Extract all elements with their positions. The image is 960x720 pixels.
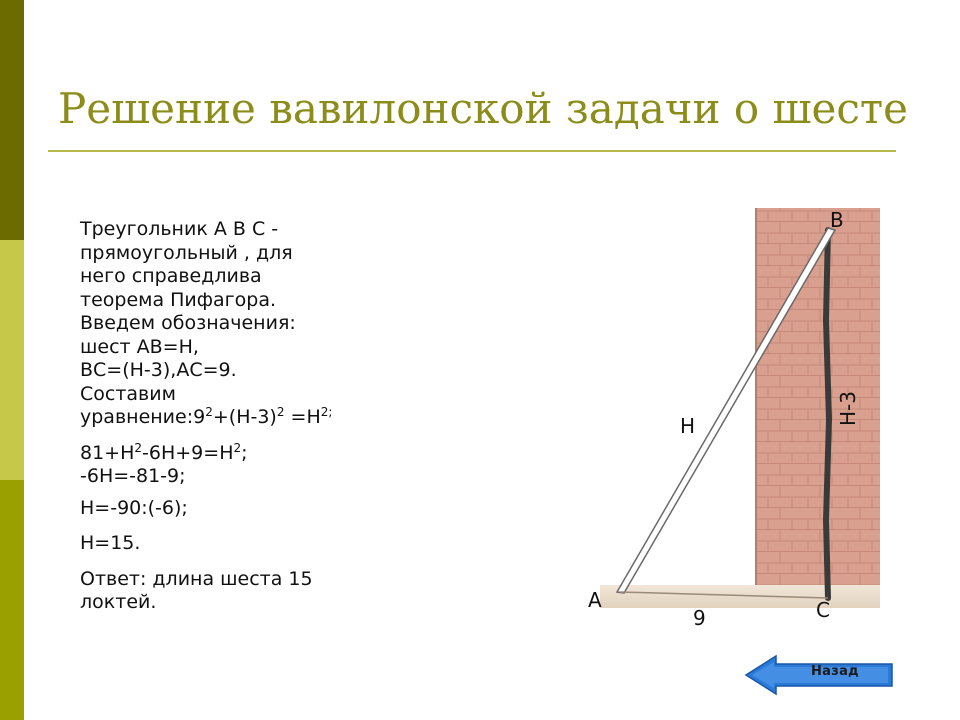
paragraph-result: Н=15.: [80, 532, 141, 554]
paragraph-intro: [80, 218, 440, 430]
text-line: Ответ: длина шеста 15: [80, 567, 313, 590]
equation-line: -6Н=-81-9;: [80, 465, 186, 487]
triangle-figure: [560, 200, 900, 640]
back-button[interactable]: [742, 652, 924, 698]
text-line: ВС=(Н-3),АС=9.: [80, 359, 237, 381]
sidebar-stripe-bottom: [0, 480, 24, 720]
equation-part: уравнение:9: [80, 406, 206, 428]
label-h: Н: [680, 414, 696, 438]
equation-part: ;: [241, 441, 248, 464]
sidebar-stripe-middle: [0, 240, 24, 480]
label-b: В: [830, 208, 844, 232]
sidebar-stripe-top: [0, 0, 24, 240]
text-line: шест АВ=Н,: [80, 335, 199, 358]
exponent: 2;: [320, 405, 333, 419]
label-h-minus-3: Н-3: [836, 391, 860, 426]
solution-text: [80, 218, 440, 627]
equation-part: =Н: [284, 406, 321, 428]
exponent: 2: [205, 405, 213, 419]
wall: [755, 208, 880, 606]
text-line: Введем обозначения:: [80, 312, 296, 334]
text-line: него справедлива: [80, 265, 262, 287]
paragraph-expand: [80, 442, 440, 489]
label-c: С: [816, 598, 830, 622]
text-line: Треугольник А В С -: [80, 218, 279, 240]
text-line: прямоугольный , для: [80, 241, 293, 264]
back-button-label: Назад: [811, 664, 859, 679]
text-line: теорема Пифагора.: [80, 288, 277, 311]
equation-part: +(Н-3): [212, 406, 277, 428]
exponent: 2: [276, 405, 285, 419]
equation-part: 81+Н: [80, 441, 135, 464]
label-a: А: [588, 588, 602, 612]
paragraph-divide: Н=-90:(-6);: [80, 496, 188, 519]
ground: [600, 585, 880, 608]
exponent: 2: [233, 440, 242, 455]
paragraph-answer: [80, 568, 440, 615]
text-line: Составим: [80, 382, 176, 405]
equation-part: -6Н+9=Н: [142, 441, 234, 464]
leg-bc: [826, 230, 829, 598]
label-base-9: 9: [693, 606, 706, 630]
text-line: локтей.: [80, 591, 157, 613]
title-divider: [48, 150, 896, 152]
equation-line: [80, 442, 440, 466]
exponent: 2: [134, 440, 143, 455]
page-title: Решение вавилонской задачи о шесте: [58, 84, 909, 133]
equation-line: [80, 406, 440, 430]
